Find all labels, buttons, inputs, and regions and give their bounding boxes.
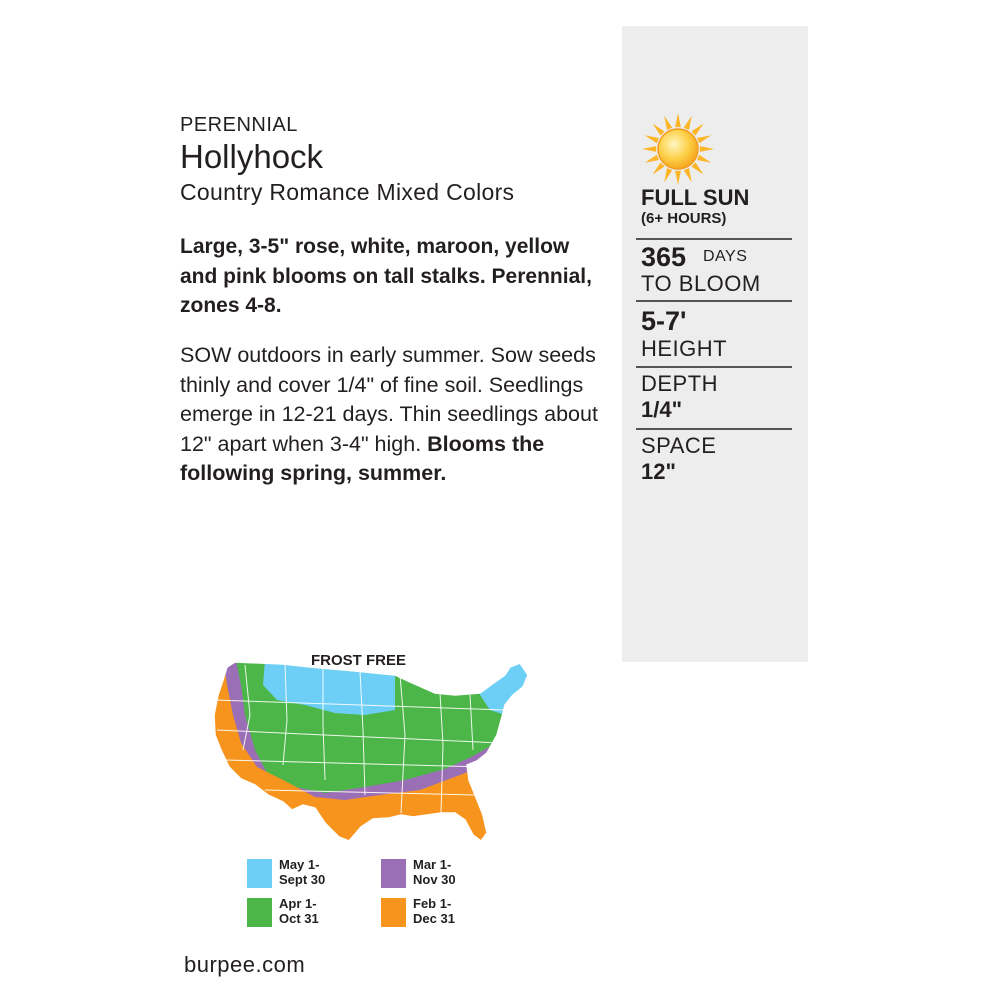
sun-ray: [697, 135, 711, 143]
legend-swatch: [247, 859, 272, 888]
legend-swatch: [381, 859, 406, 888]
depth-value: 1/4": [641, 397, 683, 422]
legend-label: Feb 1- Dec 31: [413, 896, 455, 926]
sun-ray: [697, 155, 711, 163]
height-value: 5-7': [641, 306, 687, 336]
divider: [636, 238, 792, 240]
sowing-instructions-text: SOW outdoors in early summer. Sow seeds thinly and cover 1/4" of fine soil. Seedlings emerge in 12-21 days. Thin seedlings about 12" apart when 3-4" high.: [180, 343, 598, 456]
legend-label: Apr 1- Oct 31: [279, 896, 319, 926]
frost-free-map: [205, 655, 535, 855]
sun-ray: [684, 168, 692, 182]
sun-ray: [664, 116, 672, 130]
legend-swatch: [381, 898, 406, 927]
height-label: HEIGHT: [641, 336, 728, 361]
depth-label: DEPTH: [641, 371, 719, 396]
sun-ray: [684, 116, 692, 130]
sun-ray: [691, 162, 703, 174]
divider: [636, 366, 792, 368]
sun-ray: [700, 146, 714, 152]
sun-hours: (6+ HOURS): [641, 210, 727, 227]
website-link[interactable]: burpee.com: [184, 952, 306, 977]
sun-ray: [664, 168, 672, 182]
divider: [636, 300, 792, 302]
space-label: SPACE: [641, 433, 717, 458]
days-unit: DAYS: [703, 248, 748, 265]
days-to-bloom-label: TO BLOOM: [641, 271, 761, 296]
sun-requirement: FULL SUN: [641, 185, 750, 210]
plant-title: Hollyhock: [180, 138, 324, 175]
days-to-bloom-value: 365: [641, 242, 687, 272]
legend-label: May 1- Sept 30: [279, 857, 326, 887]
sun-ray: [675, 171, 681, 185]
sun-ray: [691, 124, 703, 136]
sun-ray: [642, 146, 656, 152]
sun-ray: [675, 113, 681, 127]
bloom-time-text: Blooms the following spring, summer.: [180, 431, 545, 485]
sun-ray: [653, 162, 665, 174]
plant-summary: Large, 3-5" rose, white, maroon, yellow and pink blooms on tall stalks. Perennial, zones 4-8.: [180, 235, 592, 317]
space-value: 12": [641, 459, 676, 484]
plant-variety: Country Romance Mixed Colors: [180, 179, 515, 205]
sun-ray: [645, 155, 659, 163]
sun-ray: [653, 124, 665, 136]
sun-ray: [645, 135, 659, 143]
legend-swatch: [247, 898, 272, 927]
sun-icon: [640, 111, 716, 187]
map-title: FROST FREE: [311, 652, 407, 669]
legend-label: Mar 1- Nov 30: [413, 857, 456, 887]
sowing-instructions: [180, 341, 620, 489]
plant-category: PERENNIAL: [180, 114, 298, 136]
divider: [636, 428, 792, 430]
